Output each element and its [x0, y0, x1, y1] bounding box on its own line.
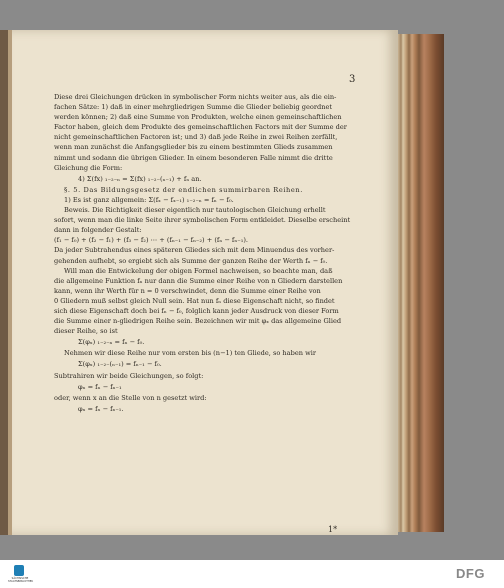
library-logo-icon	[14, 565, 24, 576]
library-logo-text: SÄCHSISCHE STAATSBIBLIOTHEK	[8, 577, 34, 583]
text-line: 0 Gliedern muß selbst gleich Null sein. Hat nun fₙ diese Eigenschaft nicht, so findet	[54, 296, 335, 305]
text-line: Will man die Entwickelung der obigen Formel nachweisen, so beachte man, daß	[64, 266, 333, 275]
text-line: die Summe einer n-gliedrigen Reihe sein. Bezeichnen wir mit φₓ das allgemeine Glied	[54, 317, 342, 326]
text-line: fachen Sätze: 1) daß in einer mehrgliedrigen Summe die Glieder beliebig geordnet	[54, 103, 333, 112]
dfg-logo[interactable]: DFG	[456, 566, 485, 581]
text-line: werden können; 2) daß eine Summe von Produkten, welche einen gemeinschaftlichen	[54, 113, 342, 122]
text-line: dann in folgender Gestalt:	[54, 226, 142, 235]
text-line: Σ(φₓ) ₁₋₂₋(ₙ₋₁) = fₙ₋₁ − f₀.	[78, 360, 162, 369]
text-line: die allgemeine Funktion fₙ nur dann die Summe einer Reihe von n Gliedern darstellen	[54, 276, 343, 285]
text-line: Factor haben, gleich dem Produkte des gemeinschaftlichen Factors mit der Summe der	[54, 123, 347, 132]
text-line: kann, wenn ihr Werth für n = 0 verschwindet, denn die Summe einer Reihe von	[54, 286, 321, 295]
text-line: Nehmen wir diese Reihe nur vom ersten bis (n−1) ten Gliede, so haben wir	[64, 349, 316, 358]
text-line: Diese drei Gleichungen drücken in symbolischer Form nichts weiter aus, als die ein-	[54, 93, 337, 101]
text-line: §. 5. Das Bildungsgesetz der endlichen summirbaren Reihen.	[64, 185, 303, 194]
text-line: 1) Es ist ganz allgemein: Σ(fₓ − fₓ₋₁) ₁₋₂₋ₙ = fₙ − f₀.	[64, 195, 234, 204]
viewer-footer	[0, 560, 504, 588]
text-line: 4) Σ(fx) ₁₋₂₋ₙ = Σ(fx) ₁₋₂₋(ₙ₋₁) + fₙ an.	[78, 174, 202, 183]
text-block	[54, 92, 360, 415]
signature-mark: 1*	[328, 525, 338, 534]
text-line: φₙ = fₙ − fₙ₋₁	[78, 382, 122, 391]
text-line: sofort, wenn man die linke Seite ihrer symbolischen Form entkleidet. Dieselbe erscheint	[54, 216, 351, 225]
text-line: Da jeder Subtrahendus eines späteren Gliedes sich mit dem Minuendus des vorher-	[54, 246, 335, 255]
text-line: gehenden aufhebt, so ergiebt sich als Summe der ganzen Reihe der Werth fₙ − f₀.	[54, 256, 328, 265]
text-line: Beweis. Die Richtigkeit dieser eigentlich nur tautologischen Gleichung erhellt	[64, 206, 326, 215]
page-number: 3	[349, 74, 356, 85]
text-line: (f₁ − f₀) + (f₂ − f₁) + (f₃ − f₂) ⋯ + (fₙ₋₁ − fₙ₋₂) + (fₙ − fₙ₋₁).	[54, 236, 249, 245]
library-logo[interactable]	[8, 565, 34, 585]
text-line: Σ(φₓ) ₁₋₂₋ₙ = fₙ − f₀.	[78, 338, 145, 347]
text-line: sich diese Eigenschaft doch bei fₙ − f₀, folglich kann jeder Ausdruck von dieser Form	[54, 306, 339, 315]
text-line: nicht gemeinschaftlichen Factoren ist; und 3) daß jede Reihe in zwei Reihen zerfällt,	[54, 133, 338, 142]
text-line: nimmt und sodann die übrigen Glieder. In einem besonderen Falle nimmt die dritte	[54, 153, 333, 162]
text-line: φₓ = fₓ − fₓ₋₁.	[78, 404, 124, 413]
text-line: wenn man zunächst die Anfangsglieder bis zu einem bestimmten Glieds zusammen	[54, 143, 333, 152]
text-line: Subtrahiren wir beide Gleichungen, so folgt:	[54, 371, 204, 380]
page-edges	[398, 34, 444, 532]
text-line: Gleichung die Form:	[54, 163, 123, 172]
text-line: oder, wenn x an die Stelle von n gesetzt wird:	[54, 393, 207, 402]
text-line: dieser Reihe, so ist	[54, 327, 118, 336]
